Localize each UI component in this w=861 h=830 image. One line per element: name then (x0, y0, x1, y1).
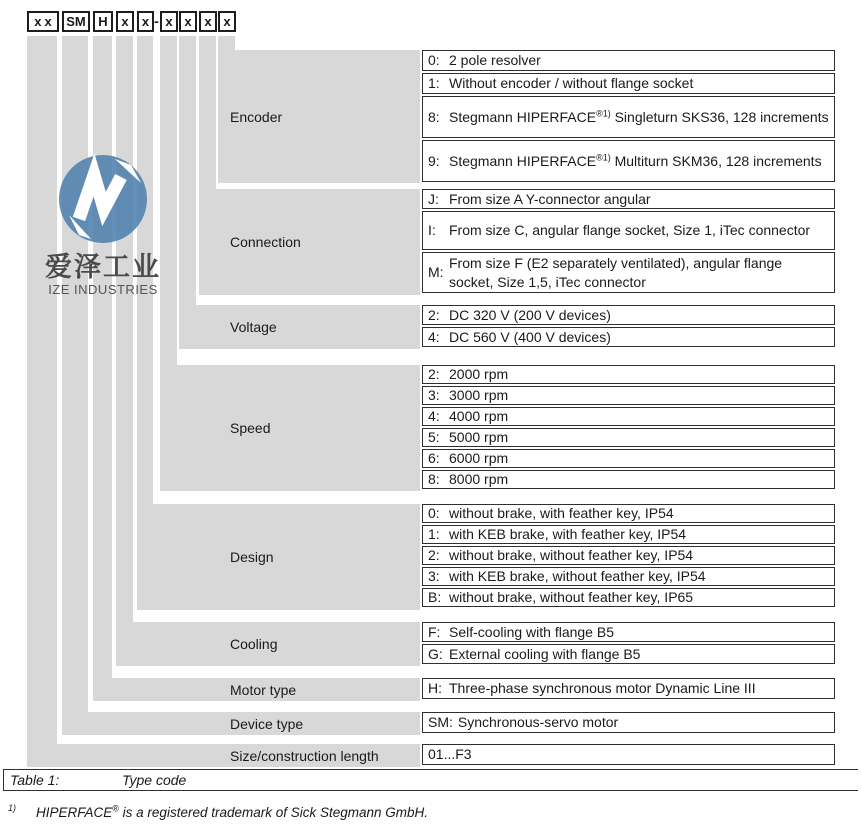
row-text: 2000 rpm (449, 366, 509, 382)
value-row (422, 327, 835, 347)
category-band-design (137, 504, 420, 610)
row-key: 4: (428, 408, 440, 424)
value-row (422, 189, 835, 209)
ize-logo-mark-icon (57, 153, 149, 245)
row-key: 3: (428, 387, 440, 403)
row-text: 5000 rpm (449, 429, 509, 445)
value-table-cooling (422, 622, 835, 664)
type-code-box-design: x (137, 11, 154, 32)
value-row (422, 140, 835, 182)
row-key: 2: (428, 306, 440, 323)
row-text: without brake, with feather key, IP54 (449, 505, 674, 521)
connector-strip-motor-type (93, 36, 112, 701)
value-row (422, 744, 835, 765)
value-row (422, 211, 835, 250)
row-text: Three-phase synchronous motor Dynamic Line III (449, 680, 756, 696)
row-text: 01...F3 (428, 746, 472, 762)
value-table-voltage (422, 305, 835, 347)
row-key: 2: (428, 547, 440, 563)
value-row (422, 588, 835, 607)
value-row (422, 428, 835, 447)
value-row (422, 525, 835, 544)
footnote: 1) HIPERFACE® is a registered trademark of Sick Stegmann GmbH. (8, 799, 428, 822)
row-text: From size C, angular flange socket, Size 1, iTec connector (449, 222, 811, 238)
row-text: From size A Y-connector angular (449, 190, 651, 207)
row-key: 8: (428, 108, 440, 125)
row-text: without brake, without feather key, IP54 (449, 547, 694, 563)
value-row (422, 567, 835, 586)
footnote-marker: 1) (8, 803, 17, 813)
row-key: F: (428, 623, 441, 640)
row-key: H: (428, 680, 442, 696)
value-row (422, 644, 835, 664)
ize-logo (44, 153, 162, 297)
type-code-box-speed: x (160, 11, 178, 32)
value-table-speed (422, 365, 835, 489)
row-text: without brake, without feather key, IP65 (449, 589, 694, 605)
type-code-box-cooling: x (116, 11, 134, 32)
category-label-voltage: Voltage (230, 319, 277, 335)
category-band-voltage (179, 305, 420, 349)
value-row (422, 252, 835, 293)
category-label-size: Size/construction length (230, 748, 379, 764)
value-row (422, 449, 835, 468)
row-text: Stegmann $HIPERFACE^{®1)}$ Multiturn SKM36, 128 increments (449, 151, 822, 169)
caption-label: Table 1: (10, 772, 60, 788)
type-code-box-connection: x (199, 11, 217, 32)
connector-strip-size (27, 36, 57, 767)
row-key: I: (428, 222, 436, 238)
logo-chinese-text: 爱泽工业 (45, 252, 161, 282)
row-key: 1: (428, 75, 440, 91)
value-row (422, 386, 835, 405)
category-label-encoder: Encoder (230, 109, 283, 125)
row-key: 5: (428, 429, 440, 445)
type-code-box-voltage: x (179, 11, 197, 32)
row-text: Without encoder / without flange socket (449, 75, 694, 91)
type-code-box-encoder: x (218, 11, 236, 32)
type-code-box-device: SM (62, 11, 90, 32)
category-band-speed (160, 365, 420, 491)
category-label-connection: Connection (230, 234, 301, 250)
value-table-size (422, 744, 835, 765)
row-text: External cooling with flange B5 (449, 645, 641, 662)
category-label-device-type: Device type (230, 716, 304, 732)
row-text: with KEB brake, with feather key, IP54 (449, 526, 687, 542)
row-key: J: (428, 190, 439, 207)
connector-strip-device-type (62, 36, 88, 735)
row-key: 2: (428, 366, 440, 382)
row-key: 4: (428, 328, 440, 345)
row-text: DC 320 V (200 V devices) (449, 306, 611, 323)
table-caption (3, 769, 858, 791)
value-row (422, 546, 835, 565)
row-text: Self-cooling with flange B5 (449, 623, 614, 640)
row-text: 6000 rpm (449, 450, 509, 466)
type-code-box-size: xx (27, 11, 59, 32)
row-text: 8000 rpm (449, 471, 509, 487)
row-text: From size F (E2 separately ventilated), angular flange socket, Size 1,5, iTec connector (449, 254, 783, 290)
row-key: B: (428, 589, 442, 605)
row-key: M: (428, 264, 444, 280)
row-key: 9: (428, 152, 440, 169)
row-text: DC 560 V (400 V devices) (449, 328, 611, 345)
row-key: 0: (428, 52, 440, 68)
row-text: 4000 rpm (449, 408, 509, 424)
value-table-motor-type (422, 678, 835, 699)
category-label-cooling: Cooling (230, 636, 278, 652)
value-row (422, 712, 835, 733)
value-row (422, 504, 835, 523)
row-text: Synchronous-servo motor (457, 714, 619, 730)
category-label-speed: Speed (230, 420, 271, 436)
logo-latin-text: IZE INDUSTRIES (48, 282, 158, 297)
row-key: 3: (428, 568, 440, 584)
row-key: SM: (428, 714, 453, 730)
row-key: 1: (428, 526, 440, 542)
category-label-design: Design (230, 549, 274, 565)
type-code-separator: - (154, 13, 159, 29)
value-row (422, 305, 835, 325)
value-row (422, 407, 835, 426)
value-table-encoder (422, 50, 835, 182)
row-text: 3000 rpm (449, 387, 509, 403)
row-key: G: (428, 645, 443, 662)
value-row (422, 365, 835, 384)
value-row (422, 470, 835, 489)
connector-strip-voltage (179, 36, 196, 349)
category-label-motor-type: Motor type (230, 682, 297, 698)
row-key: 6: (428, 450, 440, 466)
connector-strip-cooling (116, 36, 133, 666)
value-table-device-type (422, 712, 835, 733)
caption-title: Type code (122, 772, 187, 788)
value-row (422, 678, 835, 699)
value-row (422, 622, 835, 642)
value-table-design (422, 504, 835, 607)
type-code-box-motor: H (93, 11, 113, 32)
row-text: Stegmann $HIPERFACE^{®1)}$ Singleturn SKS36, 128 increments (449, 107, 829, 125)
value-table-connection (422, 189, 835, 293)
value-row (422, 73, 835, 94)
row-key: 8: (428, 471, 440, 487)
row-key: 0: (428, 505, 440, 521)
value-row (422, 50, 835, 71)
row-text: with KEB brake, without feather key, IP54 (449, 568, 706, 584)
value-row (422, 96, 835, 138)
row-text: 2 pole resolver (449, 52, 541, 68)
